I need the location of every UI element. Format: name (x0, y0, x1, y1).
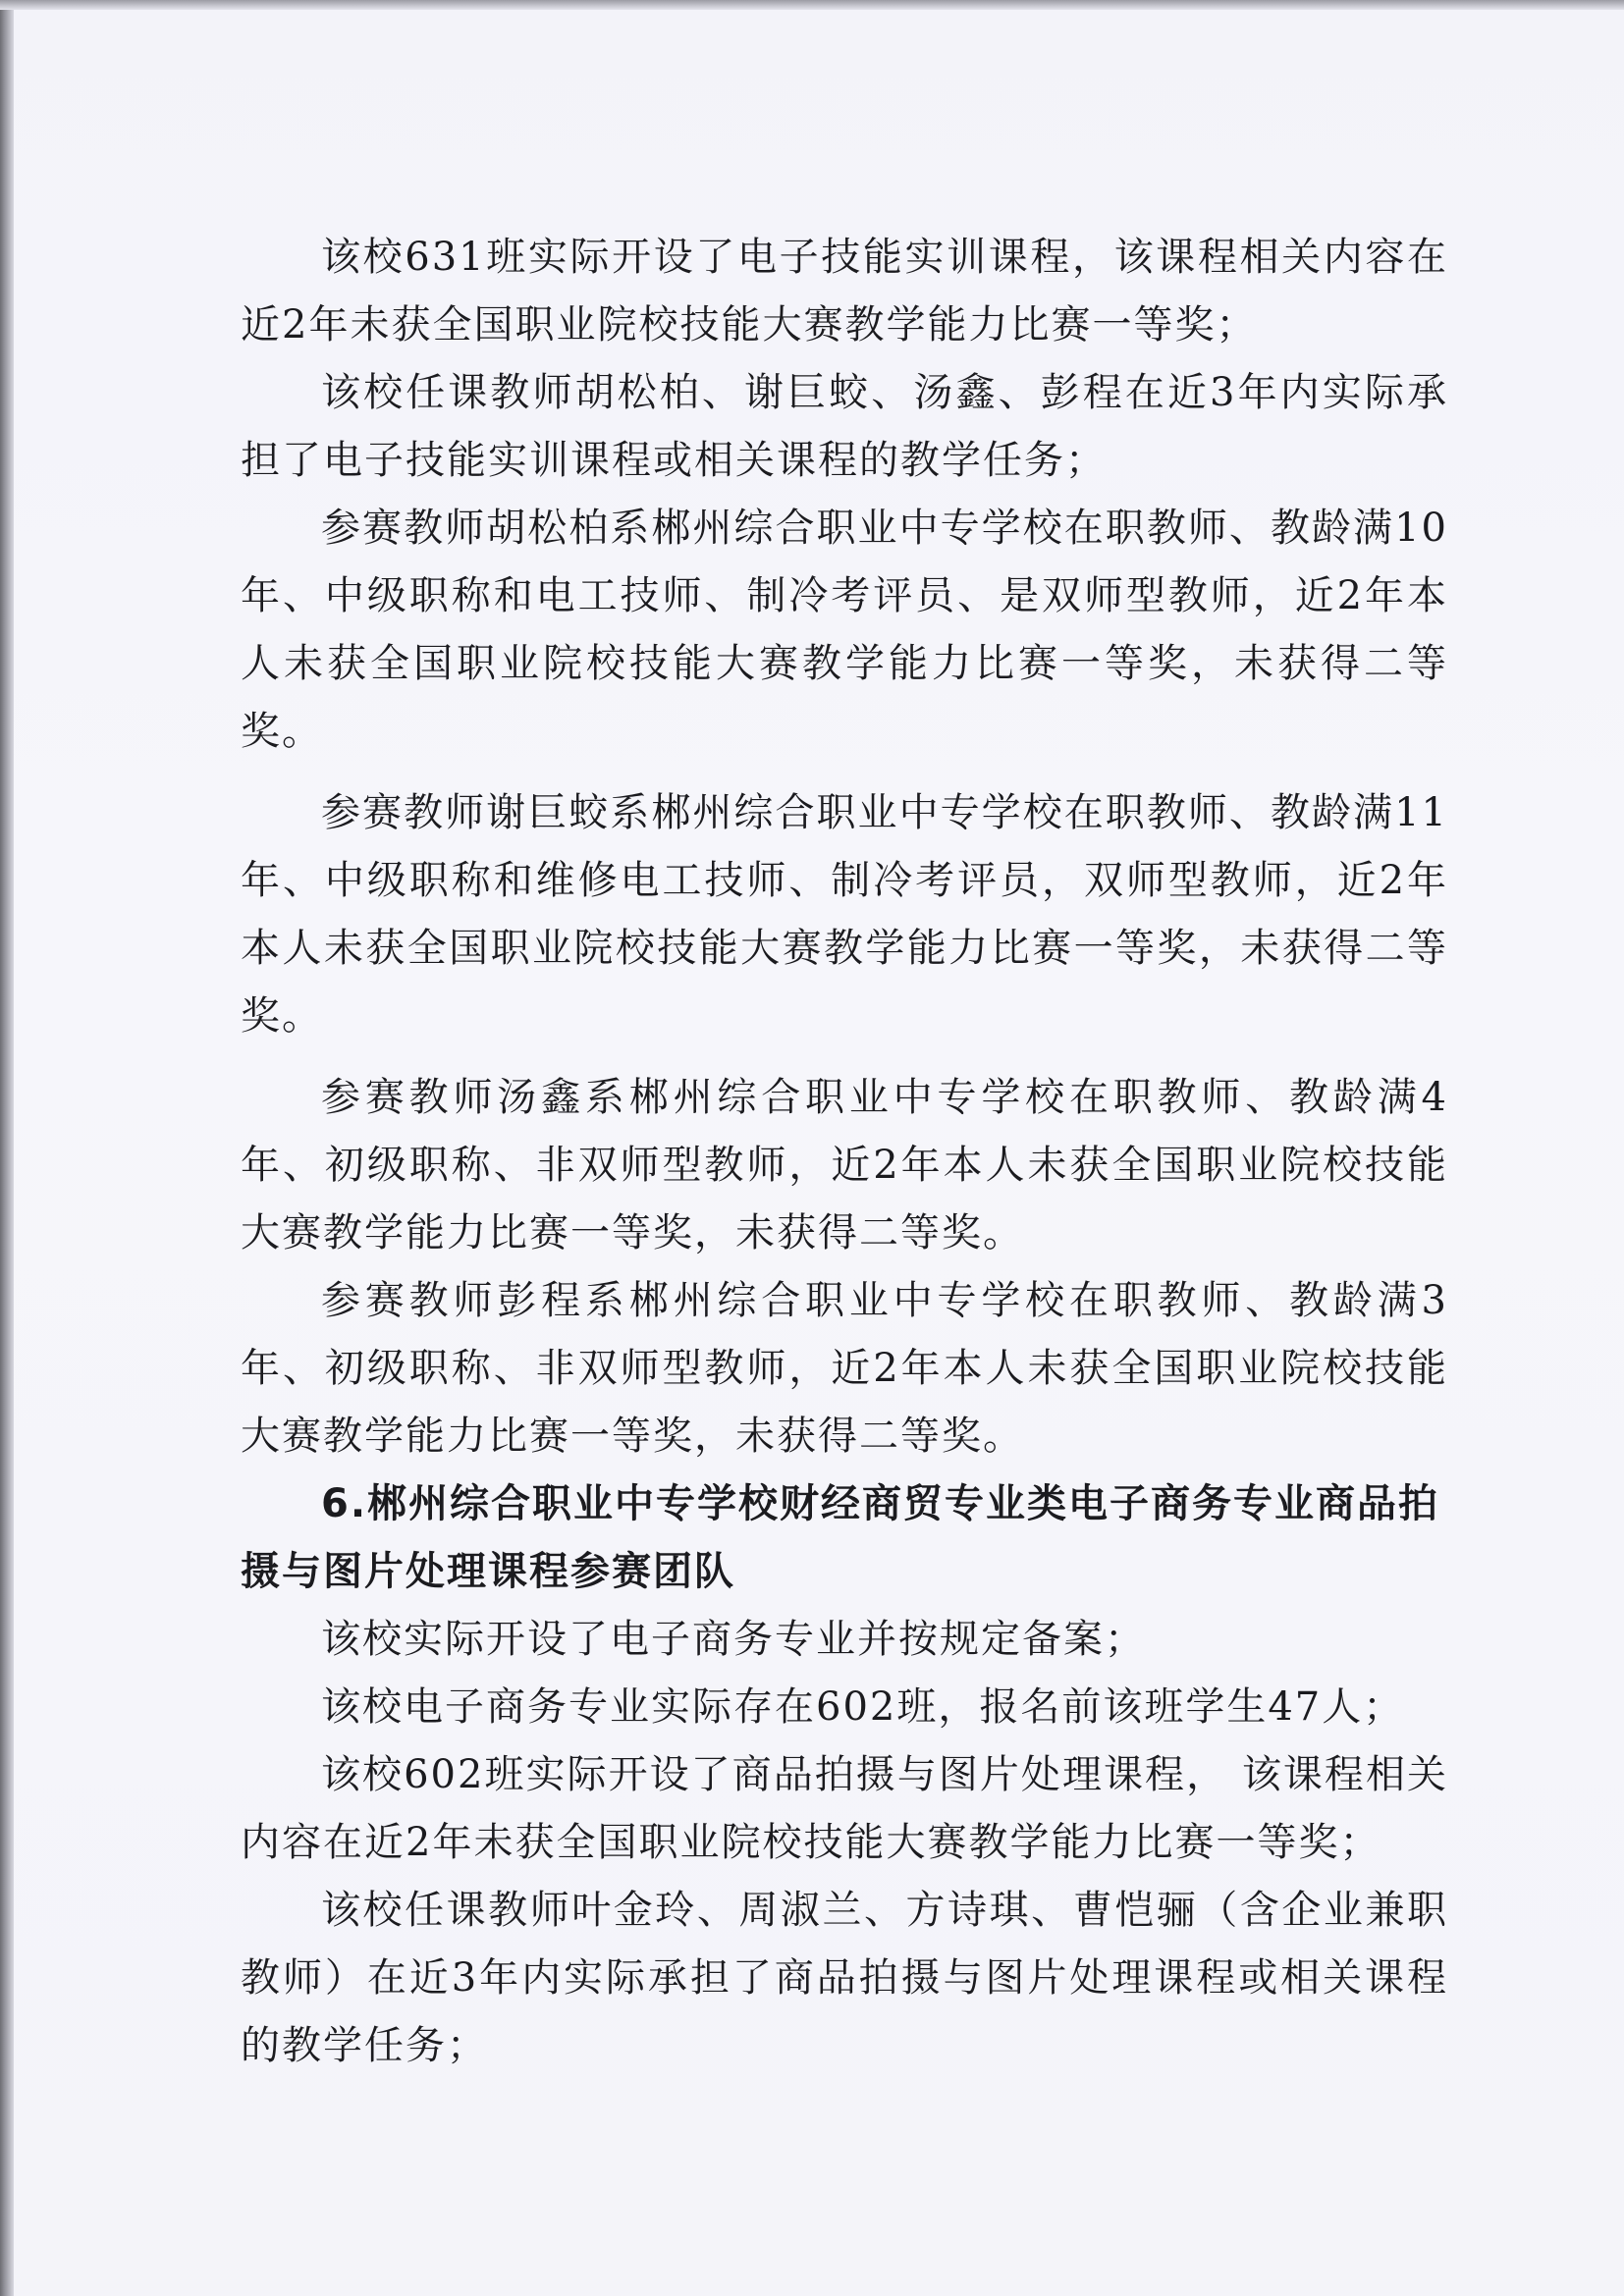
section-heading-6: 6.郴州综合职业中专学校财经商贸专业类电子商务专业商品拍摄与图片处理课程参赛团队 (241, 1481, 1440, 1594)
paragraph-teacher-hu: 参赛教师胡松柏系郴州综合职业中专学校在职教师、教龄满10年、中级职称和电工技师、制冷考评员、是双师型教师，近2年本人未获全国职业院校技能大赛教学能力比赛一等奖，未获得二等奖。 (241, 506, 1448, 754)
paragraph-course-602: 该校602班实际开设了商品拍摄与图片处理课程， 该课程相关内容在近2年未获全国职业院校技能大赛教学能力比赛一等奖； (241, 1752, 1448, 1865)
paragraph-course-631: 该校631班实际开设了电子技能实训课程，该课程相关内容在近2年未获全国职业院校技能大赛教学能力比赛一等奖； (241, 235, 1448, 347)
paragraph-teachers-list: 该校任课教师胡松柏、谢巨蛟、汤鑫、彭程在近3年内实际承担了电子技能实训课程或相关课程的教学任务； (241, 370, 1448, 483)
scan-top-edge-shadow (0, 0, 1624, 10)
document-body (241, 224, 1448, 2080)
scan-left-edge-shadow (0, 0, 14, 2296)
paragraph-teacher-xie: 参赛教师谢巨蛟系郴州综合职业中专学校在职教师、教龄满11年、中级职称和维修电工技师、制冷考评员，双师型教师，近2年本人未获全国职业院校技能大赛教学能力比赛一等奖，未获得二等奖。 (241, 790, 1448, 1039)
paragraph-major-filed: 该校实际开设了电子商务专业并按规定备案； (321, 1617, 1146, 1662)
paragraph-teacher-tang: 参赛教师汤鑫系郴州综合职业中专学校在职教师、教龄满4年、初级职称、非双师型教师，近2年本人未获全国职业院校技能大赛教学能力比赛一等奖，未获得二等奖。 (241, 1075, 1448, 1255)
paragraph-class-602: 该校电子商务专业实际存在602班，报名前该班学生47人； (321, 1684, 1405, 1730)
paragraph-teachers-ecommerce: 该校任课教师叶金玲、周淑兰、方诗琪、曹恺骊（含企业兼职教师）在近3年内实际承担了商品拍摄与图片处理课程或相关课程的教学任务； (241, 1888, 1448, 2068)
paragraph-teacher-peng: 参赛教师彭程系郴州综合职业中专学校在职教师、教龄满3年、初级职称、非双师型教师，近2年本人未获全国职业院校技能大赛教学能力比赛一等奖，未获得二等奖。 (241, 1278, 1448, 1459)
